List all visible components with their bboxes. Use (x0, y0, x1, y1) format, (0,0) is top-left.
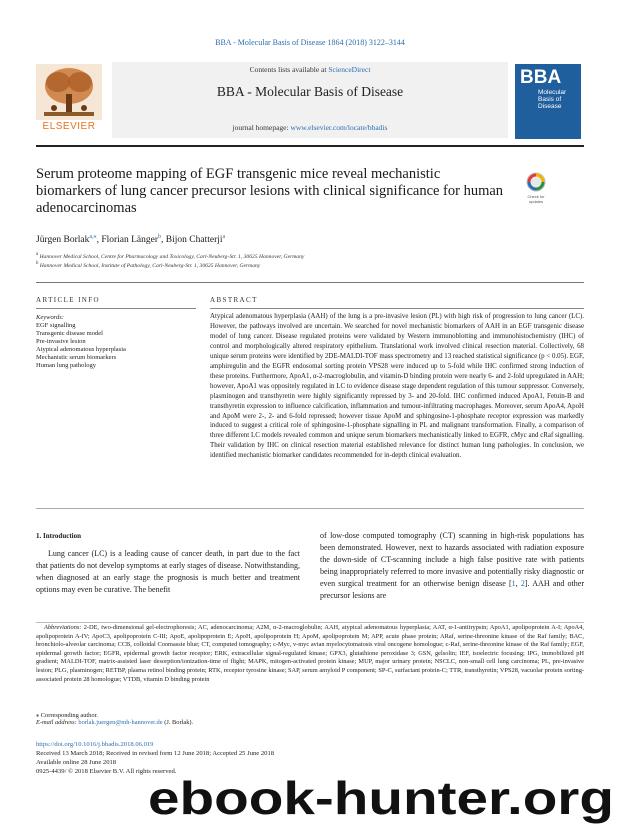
author-name[interactable]: Bijon Chatterji (165, 235, 223, 246)
author-name[interactable]: Jürgen Borlak (36, 235, 90, 246)
author-affiliation-mark[interactable]: a,⁎ (89, 234, 97, 240)
watermark-text: ebook-hunter.org (148, 772, 614, 824)
author-affiliation-mark[interactable]: b (158, 234, 162, 240)
keywords-list (36, 322, 196, 371)
title-divider (36, 282, 584, 283)
doi-link[interactable]: https://doi.org/10.1016/j.bbadis.2018.06.019 (36, 741, 154, 748)
keyword-item: Mechanistic serum biomarkers (36, 354, 117, 362)
affiliation-b (36, 261, 576, 269)
abbreviations-label: Abbreviations: (44, 624, 82, 631)
affiliation-mark: a (36, 252, 39, 257)
reference-link-1[interactable]: 1 (511, 579, 516, 588)
article-title: Serum proteome mapping of EGF transgenic mice reveal mechanistic biomarkers of lung cancer precursor lesions with clinical significance for human adenocarcinomas (36, 166, 504, 216)
affiliation-a (36, 252, 576, 260)
keyword-item: EGF signalling (36, 322, 76, 329)
journal-homepage-line (112, 123, 508, 132)
affiliation-text: Hannover Medical School, Institute of Pathology, Carl-Neuberg-Str. 1, 30625 Hannover, Germany (39, 262, 261, 269)
elsevier-tree-icon (36, 64, 102, 120)
intro-right-tail: ]. AAH and other precursor lesions are (320, 579, 584, 600)
abstract-heading: ABSTRACT (210, 296, 258, 304)
email-suffix: (J. Borlak). (162, 719, 194, 726)
check-badge-line2: updates (528, 199, 544, 204)
check-for-updates-icon[interactable] (520, 170, 552, 206)
corresponding-author-note: ⁎ Corresponding author. (36, 712, 98, 719)
cover-subtitle: Molecular Basis of Disease (538, 89, 567, 110)
received-dates: Received 13 March 2018; Received in revised form 12 June 2018; Accepted 25 June 2018 (36, 750, 275, 757)
abbreviations-footnote (36, 624, 584, 684)
copyright-notice: 0925-4439/ © 2018 Elsevier B.V. All rights reserved. (36, 768, 177, 775)
contents-prefix: Contents lists available at (249, 65, 329, 74)
reference-separator: , (515, 579, 521, 588)
author-name[interactable]: Florian Länger (101, 235, 159, 246)
check-badge-line1: Check for (527, 194, 545, 199)
reference-link-2[interactable]: 2 (520, 579, 525, 588)
keywords-label: Keywords: (36, 314, 64, 321)
intro-right-text: of low-dose computed tomography (CT) scanning in high-risk populations has been demonstrated. However, next to hazards associated with radiation exposure the down-side of CT-scanning include a high false positive rate with patients being inappropriately referred to more invasive and potentially risky diagnostic or even surgical treatment for an otherwise benign disease [ (320, 531, 584, 588)
email-link[interactable]: borlak.juergen@mh-hannover.de (78, 719, 163, 726)
author-affiliation-mark[interactable]: a (222, 234, 226, 240)
journal-name: BBA - Molecular Basis of Disease (216, 84, 404, 99)
keyword-item: Atypical adenomatous hyperplasia (36, 346, 126, 354)
watermark (148, 772, 618, 824)
abstract-end-rule (36, 508, 584, 509)
contents-line (112, 65, 508, 74)
affiliation-text: Hannover Medical School, Centre for Pharmacology and Toxicology, Carl-Neuberg-Str. 1, 30625 Hannover, Germany (39, 253, 305, 260)
email-line (36, 719, 193, 726)
keyword-item: Pre-invasive lesion (36, 338, 86, 346)
affiliation-mark: b (36, 261, 39, 266)
abstract-text: Atypical adenomatous hyperplasia (AAH) of the lung is a pre-invasive lesion (PL) with high risk of progression to lung cancer (LC). However, the pathways involved are uncertain. We searched for novel mechanistic biomarkers of AAH in an EGF transgenic disease model of lung cancer. Disease regulated proteins were validated by Western immunoblotting and immunohistochemistry (IHC) of control and morphologically altered respiratory epithelium. Translational work involved clinical resection material. Collectively, 68 unique serum proteins were identified by 2DE-MALDI-TOF mass spectrometry and 13 reached statistical significance (p < 0.05). EGF, amphiregulin and the EGFR endosomal sorting protein VPS28 were induced up to 5-fold while IHC confirmed strong induction of these proteins. Furthermore, ApoA1, α-2-macroglobulin, and vitamin-D binding protein were nearly 6- and 2-fold upregulated in AAH; however, ApoA1 was oppositely regulated in LC to evidence disease stage dependent regulation of this tumour suppressor. Conversely, plasminogen and transthyretin were highly significantly repressed by 3- and 20-fold. IHC confirmed induced ApoA1, Fetuin-B and transthyretin expression to influence calcification, inflammation and tumour-infiltrating macrophages. Moreover, serum ApoA4, ApoH and ApoM were 2-, 2- and 6-fold repressed; however tissue ApoM and sphingosine-1-phosphate receptor expression was markedly induced to suggest a critical role of sphingosine-1-phosphate signalling in PL and malignant transformation. Finally, a comparison of three different LC models revealed common and unique serum biomarkers mechanistically linked to EGFR, cMyc and cRaf signalling. Their validation by IHC on clinical resection material established relevance for distinct human lung pathologies. In conclusion, we identified mechanistic biomarker candidates recommended for in-depth clinical evaluation. (210, 313, 584, 460)
abstract-rule (210, 308, 584, 309)
cover-title: BBA (520, 67, 562, 88)
header-divider (36, 145, 584, 147)
journal-cover-thumbnail[interactable] (515, 64, 581, 139)
email-label: E-mail address: (36, 719, 79, 726)
introduction-heading: 1. Introduction (36, 532, 81, 540)
abbreviations-text: 2-DE, two-dimensional gel-electrophoresis; AC, adenocarcinoma; A2M, α-2-macroglobulin; AAH, atypical adenomatous hyperplasia; AAT, α-1-antitrypsin; ApoA1, apolipoprotein A-I; ApoA4, apolipoprotein A-IV; ApoC3, apolipoprotein C-III; ApoE, apolipoprotein E; ApoH, apolipoprotein H; ApoM, apolipoprotein M; APP, acute phase protein; ARaf, serine-threonine kinase of the Raf family; BAC, bronchiolo-alveolar carcinoma; CCB, colloidal Coomassie blue; CT, computed tomography; c-Myc, v-myc avian myelocytomatosis viral oncogene homologue; c-Raf, serine-threonine kinase of the Raf family; EGF, epidermal growth factor; EGFR, epidermal growth factor receptor; ERK, extracellular signal-regulated kinase; GPX3, glutathione peroxidase 3; GSN, gelsolin; IEF, isoelectric focusing; IPG, immobilized pH gradient; MALDI-TOF, matrix-assisted laser desorption/ionization-time of flight; MAPK, mitogen-activated protein kinase; MUP, major urinary protein; NSCLC, non-small cell lung carcinoma; PL, pre-invasive lesion; PLG, plasminogen; RETBP, plasma retinol binding protein; RTK, receptor tyrosine kinase; SAP, serum amyloid P component; SP-C, surfactant protein-C; TTR, transthyretin; VPS28, vacuolar protein sorting-associated protein 28 homologue; VTDB, vitamin D binding protein (36, 624, 584, 683)
article-info-rule (36, 308, 196, 309)
keyword-item: Human lung pathology (36, 362, 96, 370)
homepage-label: journal homepage: (232, 123, 291, 132)
introduction-left-column: Lung cancer (LC) is a leading cause of cancer death, in part due to the fact that patients do not develop symptoms at early stages of disease. Notwithstanding, when diagnosed at an early stage the prognosis is much better and treatment options may even be curative. The benefit (36, 549, 300, 594)
elsevier-wordmark: ELSEVIER (42, 121, 96, 132)
keyword-item: Transgenic disease model (36, 330, 103, 338)
sciencedirect-link[interactable]: ScienceDirect (328, 65, 371, 74)
introduction-right-column (320, 530, 584, 602)
available-online-date: Available online 28 June 2018 (36, 759, 117, 766)
journal-citation[interactable]: BBA - Molecular Basis of Disease 1864 (2018) 3122–3144 (215, 38, 405, 47)
author-list: Jürgen Borlak$^{a,⁎}$, Florian Länger$^b$, Bijon Chatterji$^a$ (36, 234, 226, 246)
homepage-link[interactable]: www.elsevier.com/locate/bbadis (290, 123, 388, 132)
article-info-heading: ARTICLE INFO (36, 296, 101, 304)
footnote-rule (36, 622, 584, 623)
